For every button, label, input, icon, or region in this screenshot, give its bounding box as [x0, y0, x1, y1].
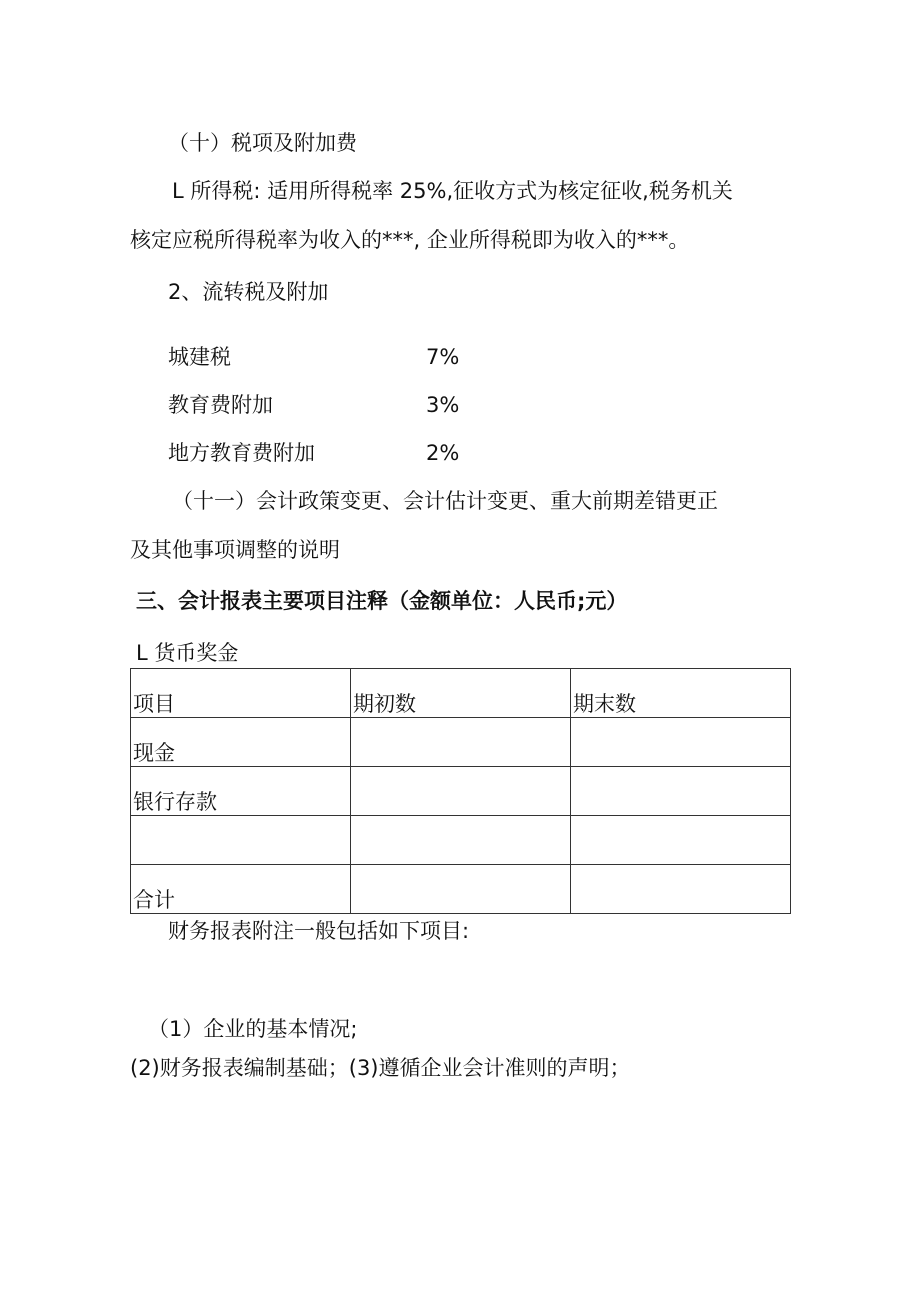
- section-three-title: 三、会计报表主要项目注释（金额单位：人民币;元）: [136, 589, 628, 613]
- table-header-row: [131, 669, 791, 718]
- income-tax-line-1: L 所得税: 适用所得税率 25%,征收方式为核定征收,税务机关: [172, 179, 733, 203]
- table-cell: [351, 718, 571, 767]
- table-row: [131, 718, 791, 767]
- note-item-2-3: (2)财务报表编制基础；(3)遵循企业会计准则的声明；: [130, 1056, 631, 1080]
- table-cell: [351, 767, 571, 816]
- surcharge-rate: 7%: [426, 345, 460, 369]
- surcharge-rate: 3%: [426, 393, 460, 417]
- table-cell: [351, 865, 571, 914]
- turnover-tax-title: 2、流转税及附加: [168, 280, 329, 304]
- income-tax-line-2: 核定应税所得税率为收入的***, 企业所得税即为收入的***。: [130, 228, 690, 252]
- table-cell: 合计: [131, 865, 351, 914]
- table-row: [131, 767, 791, 816]
- notes-intro: 财务报表附注一般包括如下项目:: [168, 919, 470, 943]
- table-cell: [571, 718, 791, 767]
- table-cell: [571, 767, 791, 816]
- surcharge-name: 地方教育费附加: [168, 441, 315, 465]
- table-header-cell: 期末数: [571, 669, 791, 718]
- surcharge-name: 教育费附加: [168, 393, 273, 417]
- table-cell: 现金: [131, 718, 351, 767]
- table-row: [131, 816, 791, 865]
- table-cell: 银行存款: [131, 767, 351, 816]
- section-eleven-line-2: 及其他事项调整的说明: [130, 538, 340, 562]
- table-cell: [571, 816, 791, 865]
- section-ten-title: （十）税项及附加费: [168, 131, 357, 155]
- table-header-cell: 期初数: [351, 669, 571, 718]
- note-item-1: （1）企业的基本情况;: [148, 1017, 358, 1041]
- table-cell: [131, 816, 351, 865]
- table-cell: [571, 865, 791, 914]
- cash-table: [130, 668, 791, 914]
- surcharge-name: 城建税: [168, 345, 231, 369]
- table-cell: [351, 816, 571, 865]
- surcharge-rate: 2%: [426, 441, 460, 465]
- cash-title: L 货币奖金: [136, 641, 239, 665]
- table-row: [131, 865, 791, 914]
- section-eleven-line-1: （十一）会计政策变更、会计估计变更、重大前期差错更正: [172, 489, 718, 513]
- table-header-cell: 项目: [131, 669, 351, 718]
